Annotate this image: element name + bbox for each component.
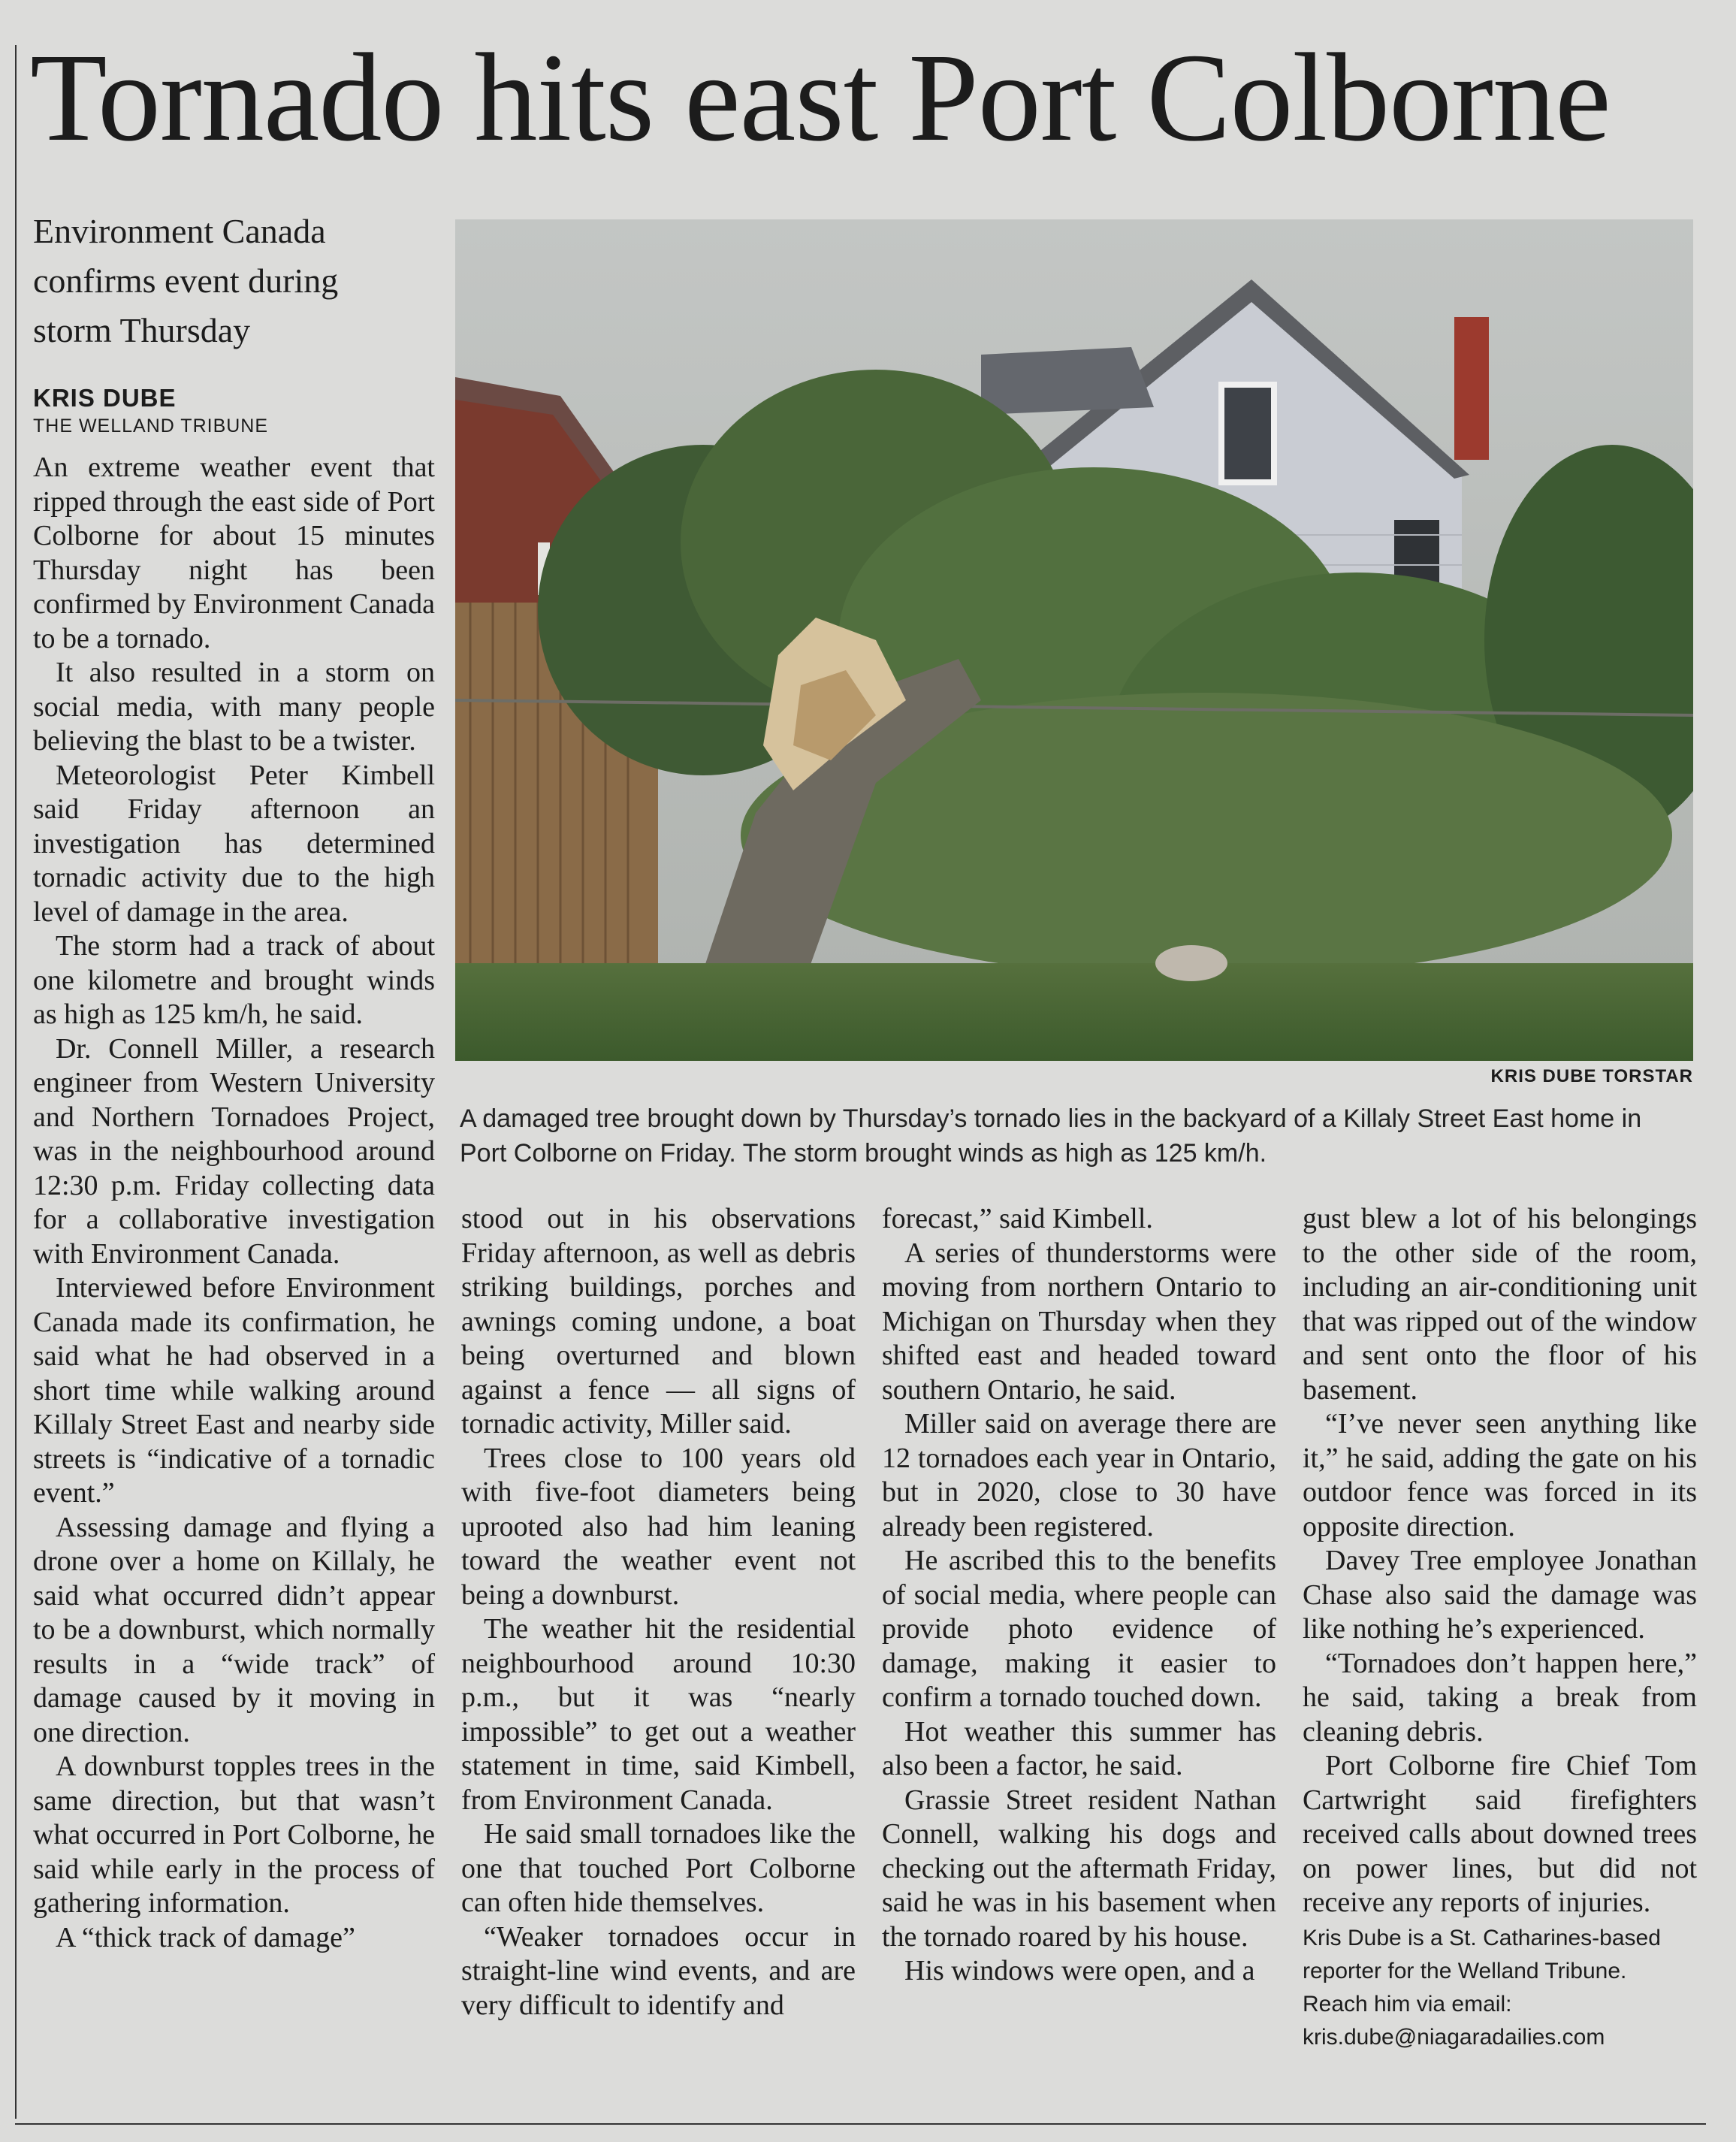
paragraph: He said small tornadoes like the one that touched Port Colborne can often hide themselves.	[461, 1818, 856, 1918]
photo-caption: A damaged tree brought down by Thursday’s tornado lies in the backyard of a Killaly Street East home in Port Colborne on Friday. The storm brought winds as high as 125 km/h.	[460, 1104, 1642, 1168]
left-column-rule	[15, 45, 17, 2119]
deck-subheadline: Environment Canada confirms event during storm Thursday	[33, 212, 339, 349]
paragraph: A series of thunderstorms were moving from northern Ontario to Michigan on Thursday when they shifted east and headed toward southern Ontario, he said.	[882, 1237, 1276, 1406]
news-photo	[455, 219, 1693, 1061]
paragraph: Grassie Street resident Nathan Connell, walking his dogs and checking out the aftermath Friday, said he was in his basement when the tornado roared by his house.	[882, 1784, 1276, 1953]
bottom-rule	[15, 2123, 1706, 2125]
article-column-4	[1303, 1202, 1697, 2054]
paragraph: It also resulted in a storm on social media, with many people believing the blast to be a twister.	[33, 657, 435, 757]
photo-illustration	[455, 219, 1693, 1061]
article-column-3	[882, 1202, 1276, 1989]
paragraph: Port Colborne fire Chief Tom Cartwright said firefighters received calls about downed trees on power lines, but did not receive any reports of injuries.	[1303, 1750, 1697, 1918]
article-column-2	[461, 1202, 856, 2023]
paragraph: gust blew a lot of his belongings to the other side of the room, including an air-conditioning unit that was ripped out of the window and sent onto the floor of his basement.	[1303, 1203, 1697, 1406]
photo-credit: KRIS DUBE TORSTAR	[1490, 1066, 1693, 1086]
paragraph: A “thick track of damage”	[56, 1921, 355, 1953]
paragraph: Dr. Connell Miller, a research engineer from Western University and Northern Tornadoes Project, was in the neighbourhood around 12:30 p.m. Friday collecting data for a collaborative investigation with Environment Canada.	[33, 1032, 435, 1270]
headline: Tornado hits east Port Colborne	[30, 28, 1611, 168]
byline-name: KRIS DUBE	[33, 384, 177, 412]
paragraph: Miller said on average there are 12 tornadoes each year in Ontario, but in 2020, close to 30 have already been registered.	[882, 1408, 1276, 1542]
byline-organization: THE WELLAND TRIBUNE	[33, 415, 269, 437]
paragraph: An extreme weather event that ripped through the east side of Port Colborne for about 15 minutes Thursday night has been confirmed by Environment Canada to be a tornado.	[33, 452, 436, 654]
article-column-1	[33, 451, 435, 1955]
paragraph: He ascribed this to the benefits of social media, where people can provide photo evidence of damage, making it easier to confirm a tornado touched down.	[882, 1545, 1276, 1713]
paragraph: “Tornadoes don’t happen here,” he said, taking a break from cleaning debris.	[1303, 1647, 1697, 1748]
paragraph: Davey Tree employee Jonathan Chase also said the damage was like nothing he’s experienced.	[1303, 1545, 1697, 1645]
author-tagline: Kris Dube is a St. Catharines-based reporter for the Welland Tribune. Reach him via email: kris.dube@niagaradailies.com	[1303, 1925, 1661, 2050]
paragraph: forecast,” said Kimbell.	[882, 1203, 1153, 1234]
paragraph: Hot weather this summer has also been a factor, he said.	[882, 1715, 1276, 1781]
paragraph: stood out in his observations Friday afternoon, as well as debris striking buildings, porches and awnings coming undone, a boat being overturned and blown against a fence — all signs of tornadic activity, Miller said.	[461, 1203, 856, 1440]
paragraph: Interviewed before Environment Canada made its confirmation, he said what he had observed in a short time while walking around Killaly Street East and nearby side streets is “indicative of a tornadic event.”	[33, 1272, 435, 1509]
paragraph: The weather hit the residential neighbourhood around 10:30 p.m., but it was “nearly impossible” to get out a weather statement in time, said Kimbell, from Environment Canada.	[461, 1613, 856, 1816]
paragraph: The storm had a track of about one kilometre and brought winds as high as 125 km/h, he said.	[33, 930, 435, 1030]
paragraph: Trees close to 100 years old with five-foot diameters being uprooted also had him leaning toward the weather event not being a downburst.	[461, 1442, 856, 1611]
paragraph: Meteorologist Peter Kimbell said Friday afternoon an investigation has determined tornadic activity due to the high level of damage in the area.	[33, 759, 435, 928]
paragraph: His windows were open, and a	[904, 1955, 1255, 1986]
paragraph: Assessing damage and flying a drone over a home on Killaly, he said what occurred didn’t appear to be a downburst, which normally results in a “wide track” of damage caused by it moving in one direction.	[33, 1511, 435, 1748]
paragraph: A downburst topples trees in the same direction, but that wasn’t what occurred in Port Colborne, he said while early in the process of gathering information.	[33, 1751, 435, 1919]
paragraph: “Weaker tornadoes occur in straight-line wind events, and are very difficult to identify and	[461, 1920, 856, 2021]
paragraph: “I’ve never seen anything like it,” he said, adding the gate on his outdoor fence was forced in its opposite direction.	[1303, 1408, 1697, 1542]
byline	[33, 383, 424, 439]
